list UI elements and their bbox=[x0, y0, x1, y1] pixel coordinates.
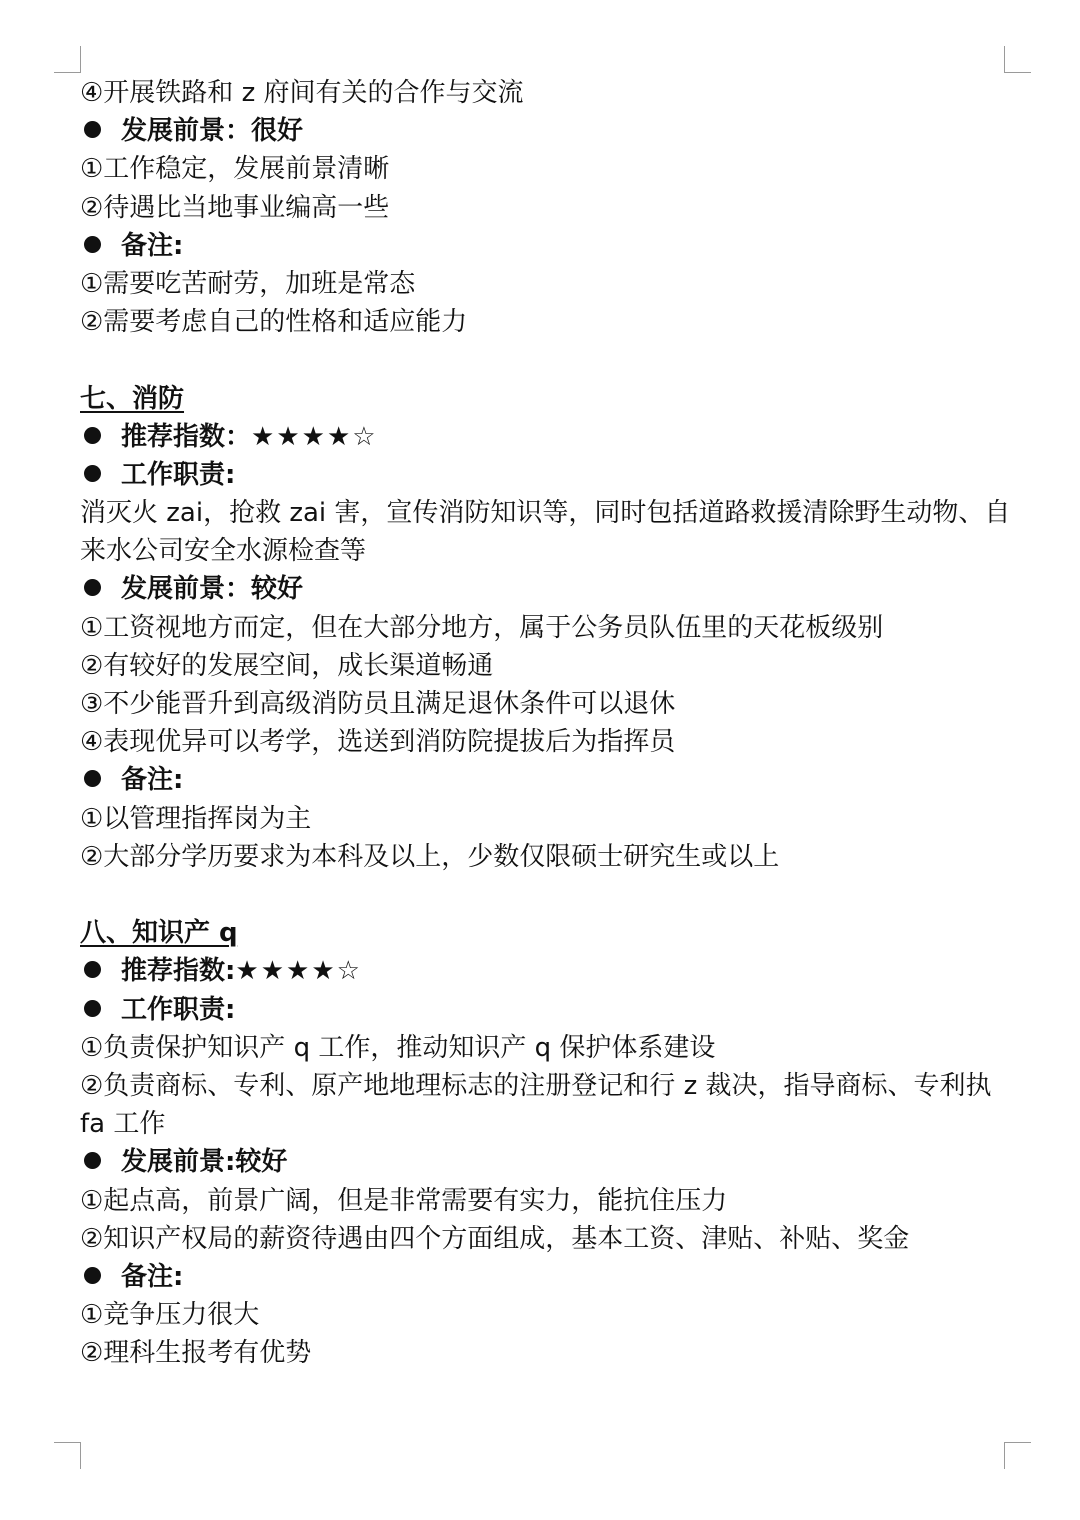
bullet-dot-icon bbox=[84, 1152, 101, 1169]
bullet-dot-icon bbox=[84, 121, 101, 138]
list-item: ①以管理指挥岗为主 bbox=[80, 803, 312, 834]
bullet-dot-icon bbox=[84, 579, 101, 596]
prospect-bullet: 发展前景：较好 bbox=[80, 570, 1020, 608]
list-item: ①竞争压力很大 bbox=[80, 1300, 260, 1331]
list-item: ①负责保护知识产 q 工作，推动知识产 q 保护体系建设 bbox=[80, 1032, 716, 1063]
notes-bullet: 备注: bbox=[80, 761, 1020, 799]
bullet-dot-icon bbox=[84, 465, 101, 482]
duty-bullet: 工作职责: bbox=[80, 456, 1020, 494]
duty-paragraph: 消灭火 zai，抢救 zai 害，宣传消防知识等，同时包括道路救援清除野生动物、自来水公司安全水源检查等 bbox=[80, 498, 1011, 567]
list-item: ①需要吃苦耐劳，加班是常态 bbox=[80, 268, 416, 299]
list-item: ②待遇比当地事业编高一些 bbox=[80, 192, 390, 223]
bullet-dot-icon bbox=[84, 770, 101, 787]
list-item: ①工作稳定，发展前景清晰 bbox=[80, 154, 390, 185]
list-item: ①工资视地方而定，但在大部分地方，属于公务员队伍里的天花板级别 bbox=[80, 612, 884, 643]
page-corner-mark-bottom-left bbox=[54, 1442, 81, 1469]
list-item: ②理科生报考有优势 bbox=[80, 1338, 312, 1369]
rating-stars: ★★★★☆ bbox=[235, 956, 362, 987]
list-item: ②大部分学历要求为本科及以上，少数仅限硕士研究生或以上 bbox=[80, 841, 780, 872]
list-item: ④开展铁路和 z 府间有关的合作与交流 bbox=[80, 78, 524, 108]
list-item: ②有较好的发展空间，成长渠道畅通 bbox=[80, 650, 494, 681]
section-heading-ip: 八、知识产 q bbox=[80, 918, 238, 949]
rating-bullet: 推荐指数:★★★★☆ bbox=[80, 952, 1020, 990]
list-item: ②知识产权局的薪资待遇由四个方面组成，基本工资、津贴、补贴、奖金 bbox=[80, 1223, 910, 1254]
notes-bullet: 备注: bbox=[80, 1258, 1020, 1296]
page-corner-mark-top-left bbox=[54, 46, 81, 73]
bullet-dot-icon bbox=[84, 1000, 101, 1017]
rating-stars: ★★★★☆ bbox=[251, 421, 378, 452]
bullet-dot-icon bbox=[84, 236, 101, 253]
list-item: ④表现优异可以考学，选送到消防院提拔后为指挥员 bbox=[80, 727, 676, 758]
bullet-dot-icon bbox=[84, 427, 101, 444]
duty-bullet: 工作职责: bbox=[80, 991, 1020, 1029]
document-body bbox=[80, 74, 1020, 1372]
page-corner-mark-bottom-right bbox=[1004, 1442, 1031, 1469]
bullet-dot-icon bbox=[84, 961, 101, 978]
list-item: ①起点高，前景广阔，但是非常需要有实力，能抗住压力 bbox=[80, 1185, 728, 1216]
rating-bullet: 推荐指数：★★★★☆ bbox=[80, 418, 1020, 456]
section-heading-fire: 七、消防 bbox=[80, 383, 185, 414]
notes-bullet: 备注: bbox=[80, 227, 1020, 265]
list-item: ②需要考虑自己的性格和适应能力 bbox=[80, 307, 468, 338]
list-item: ②负责商标、专利、原产地地理标志的注册登记和行 z 裁决，指导商标、专利执 fa 工作 bbox=[80, 1070, 992, 1140]
bullet-dot-icon bbox=[84, 1267, 101, 1284]
prospect-bullet: 发展前景：很好 bbox=[80, 112, 1020, 150]
page-corner-mark-top-right bbox=[1004, 46, 1031, 73]
prospect-bullet: 发展前景:较好 bbox=[80, 1143, 1020, 1181]
list-item: ③不少能晋升到高级消防员且满足退休条件可以退休 bbox=[80, 689, 676, 720]
